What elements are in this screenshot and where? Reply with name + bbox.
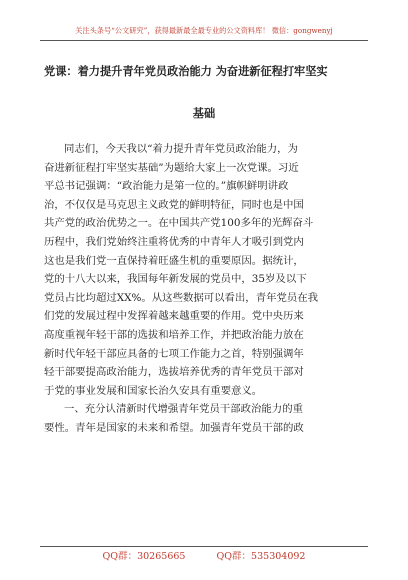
body-line: 平总书记强调：“政治能力是第一位的。”旗帜鲜明讲政 (44, 180, 289, 193)
body-line: 们党的发展过程中发挥着越来越重要的作用。党中央历来 (44, 310, 304, 323)
footer-divider (40, 546, 368, 547)
body-line: 轻干部要提高政治能力，选拔培养优秀的青年党员干部对 (44, 366, 304, 379)
document-title-continuation: 基础 (192, 106, 216, 120)
body-line: 治，不仅仅是马克思主义政党的鲜明特征，同时也是中国 (44, 198, 304, 211)
body-line: 共产党的政治优势之一。在中国共产党100多年的光辉奋斗 (44, 217, 314, 230)
header-divider (40, 40, 368, 41)
footer-qq-group-2: QQ群：535304092 (216, 551, 306, 562)
body-line: 历程中，我们党始终注重将优秀的中青年人才吸引到党内 (44, 235, 304, 248)
body-line: 新时代年轻干部应具备的七项工作能力之首，特别强调年 (44, 347, 304, 360)
body-line: 党员占比均超过XX%。从这些数据可以看出，青年党员在我 (44, 291, 319, 304)
body-line: 于党的事业发展和国家长治久安具有重要意义。 (44, 384, 263, 397)
body-line: 同志们，今天我以“着力提升青年党员政治能力，为 (64, 143, 298, 155)
body-line: 奋进新征程打牢坚实基础”为题给大家上一次党课。习近 (44, 161, 299, 174)
footer-contact (0, 550, 408, 563)
body-line: 一、充分认清新时代增强青年党员干部政治能力的重 (64, 403, 303, 416)
header-banner: 关注头条号“公文研究”，获得最新最全最专业的公文资料库！ 微信：gongwenyj (75, 26, 333, 35)
footer-qq-group-1: QQ群：30265665 (102, 551, 186, 562)
body-line: 高度重视年轻干部的选拔和培养工作，并把政治能力放在 (44, 328, 304, 341)
document-title: 党课：着力提升青年党员政治能力 为奋进新征程打牢坚实 (44, 64, 328, 78)
body-line: 党的十八大以来，我国每年新发展的党员中，35岁及以下 (44, 273, 307, 286)
document-body (44, 140, 364, 438)
body-line: 这也是我们党一直保持着旺盛生机的重要原因。据统计， (44, 254, 304, 267)
body-line: 要性。青年是国家的未来和希望。加强青年党员干部的政 (44, 421, 304, 434)
